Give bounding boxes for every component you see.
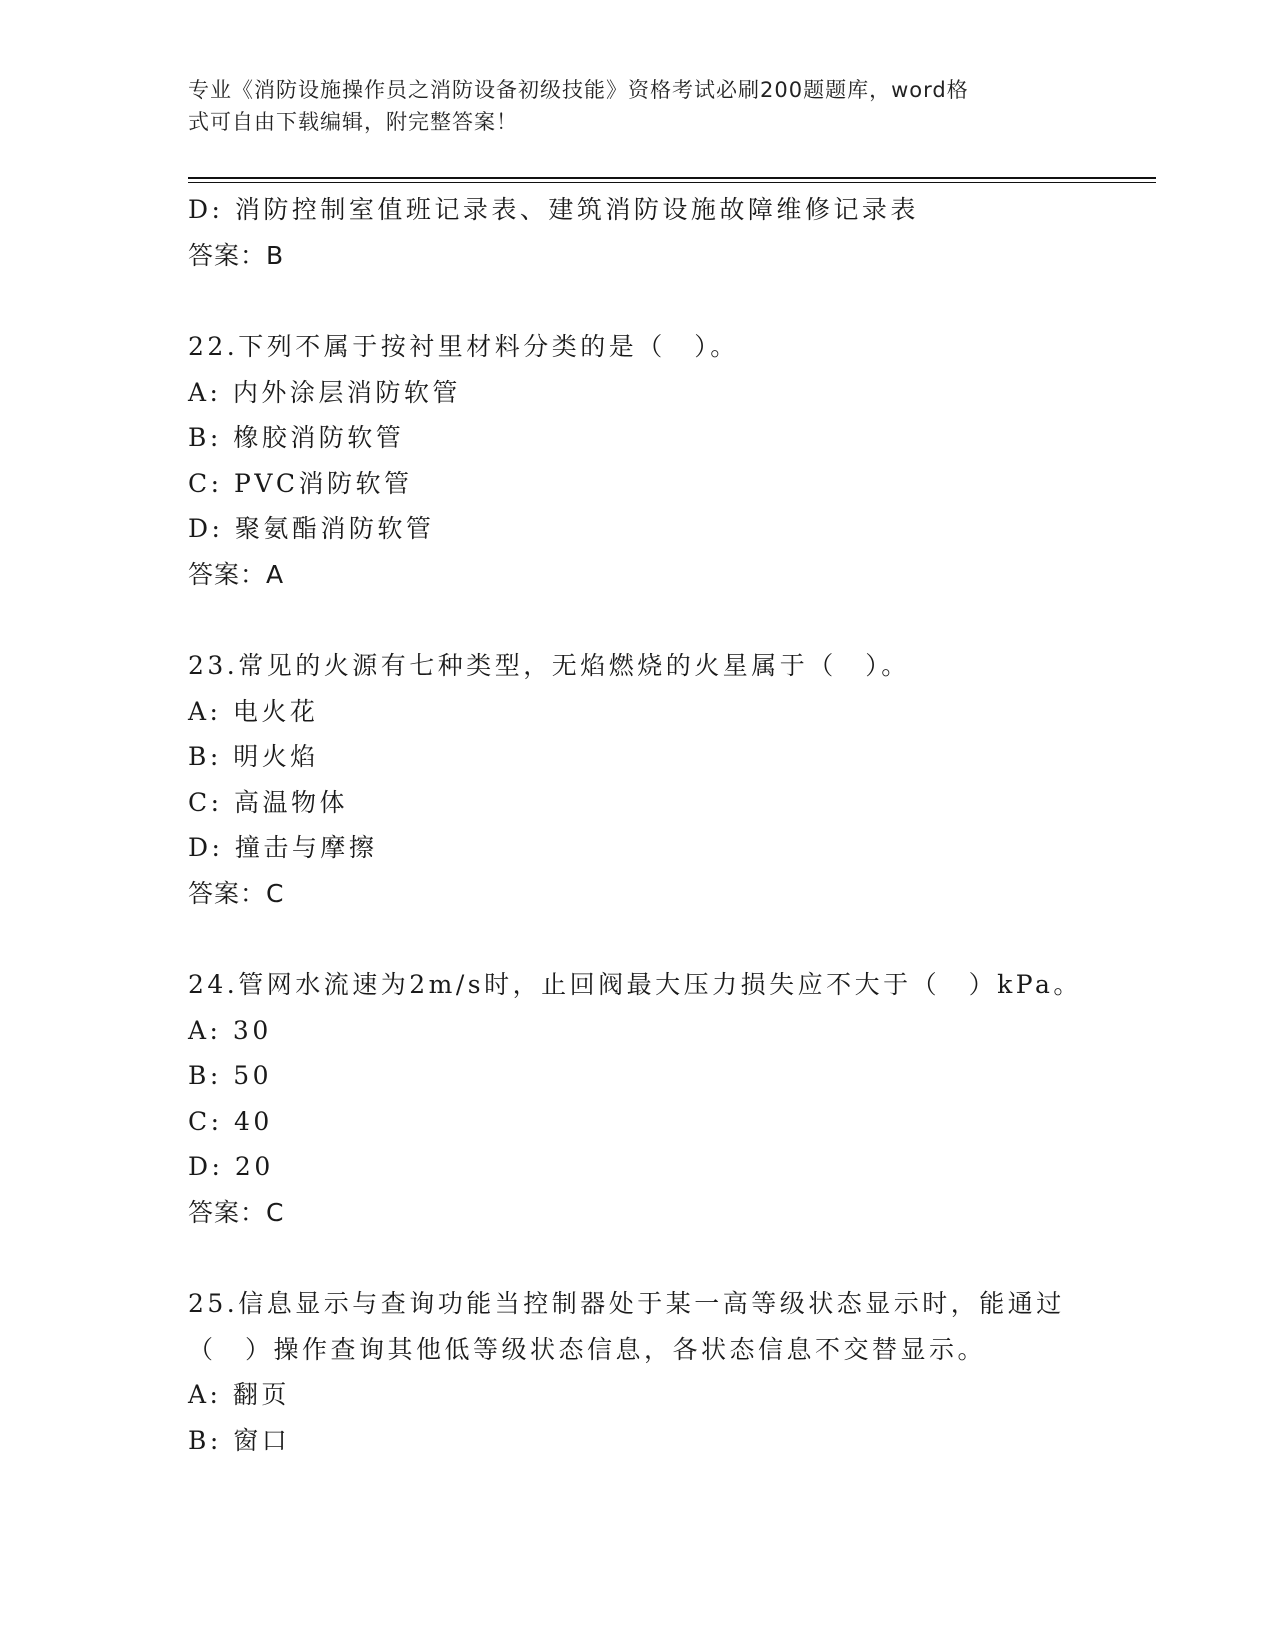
option-d: D: 20 [188,1152,274,1181]
document-header [188,74,1068,138]
question-stem: 24.管网水流速为2m/s时，止回阀最大压力损失应不大于（ ）kPa。 [188,970,1082,999]
option-a: A: 30 [188,1015,272,1045]
header-line-1: 专业《消防设施操作员之消防设备初级技能》资格考试必刷200题题库，word格 [188,78,969,102]
option-c: C: 高温物体 [188,787,348,817]
option-a: A: 电火花 [188,696,319,726]
option-b: B: 窗口 [188,1425,291,1455]
header-divider-thin [188,182,1156,183]
previous-question-tail [188,187,1088,278]
question-24 [188,962,1088,1235]
option-c: C: PVC消防软管 [188,468,413,498]
header-line-2: 式可自由下载编辑，附完整答案！ [188,110,518,134]
option-c: C: 40 [188,1106,273,1136]
question-stem: 23.常见的火源有七种类型，无焰燃烧的火星属于（ ）。 [188,651,910,680]
option-a: A: 翻页 [188,1380,290,1409]
question-list [188,187,1088,1463]
option-d: D: 消防控制室值班记录表、建筑消防设施故障维修记录表 [188,195,919,224]
question-stem: 22.下列不属于按衬里材料分类的是（ ）。 [188,332,739,361]
answer-line: 答案：C [188,878,285,908]
option-d: D: 聚氨酯消防软管 [188,514,435,543]
question-stem: 25.信息显示与查询功能当控制器处于某一高等级状态显示时，能通过 [188,1289,1065,1318]
option-d: D: 撞击与摩擦 [188,833,378,862]
answer-line: 答案：B [188,240,285,270]
question-stem-continued: （ ）操作查询其他低等级状态信息，各状态信息不交替显示。 [188,1334,987,1364]
option-b: B: 橡胶消防软管 [188,423,405,452]
question-23 [188,643,1088,916]
answer-line: 答案：C [188,1197,285,1227]
answer-line: 答案：A [188,559,285,589]
question-22 [188,324,1088,597]
option-b: B: 明火焰 [188,742,319,771]
header-divider-thick [188,177,1156,179]
question-25 [188,1281,1088,1463]
option-b: B: 50 [188,1061,273,1090]
option-a: A: 内外涂层消防软管 [188,377,461,407]
